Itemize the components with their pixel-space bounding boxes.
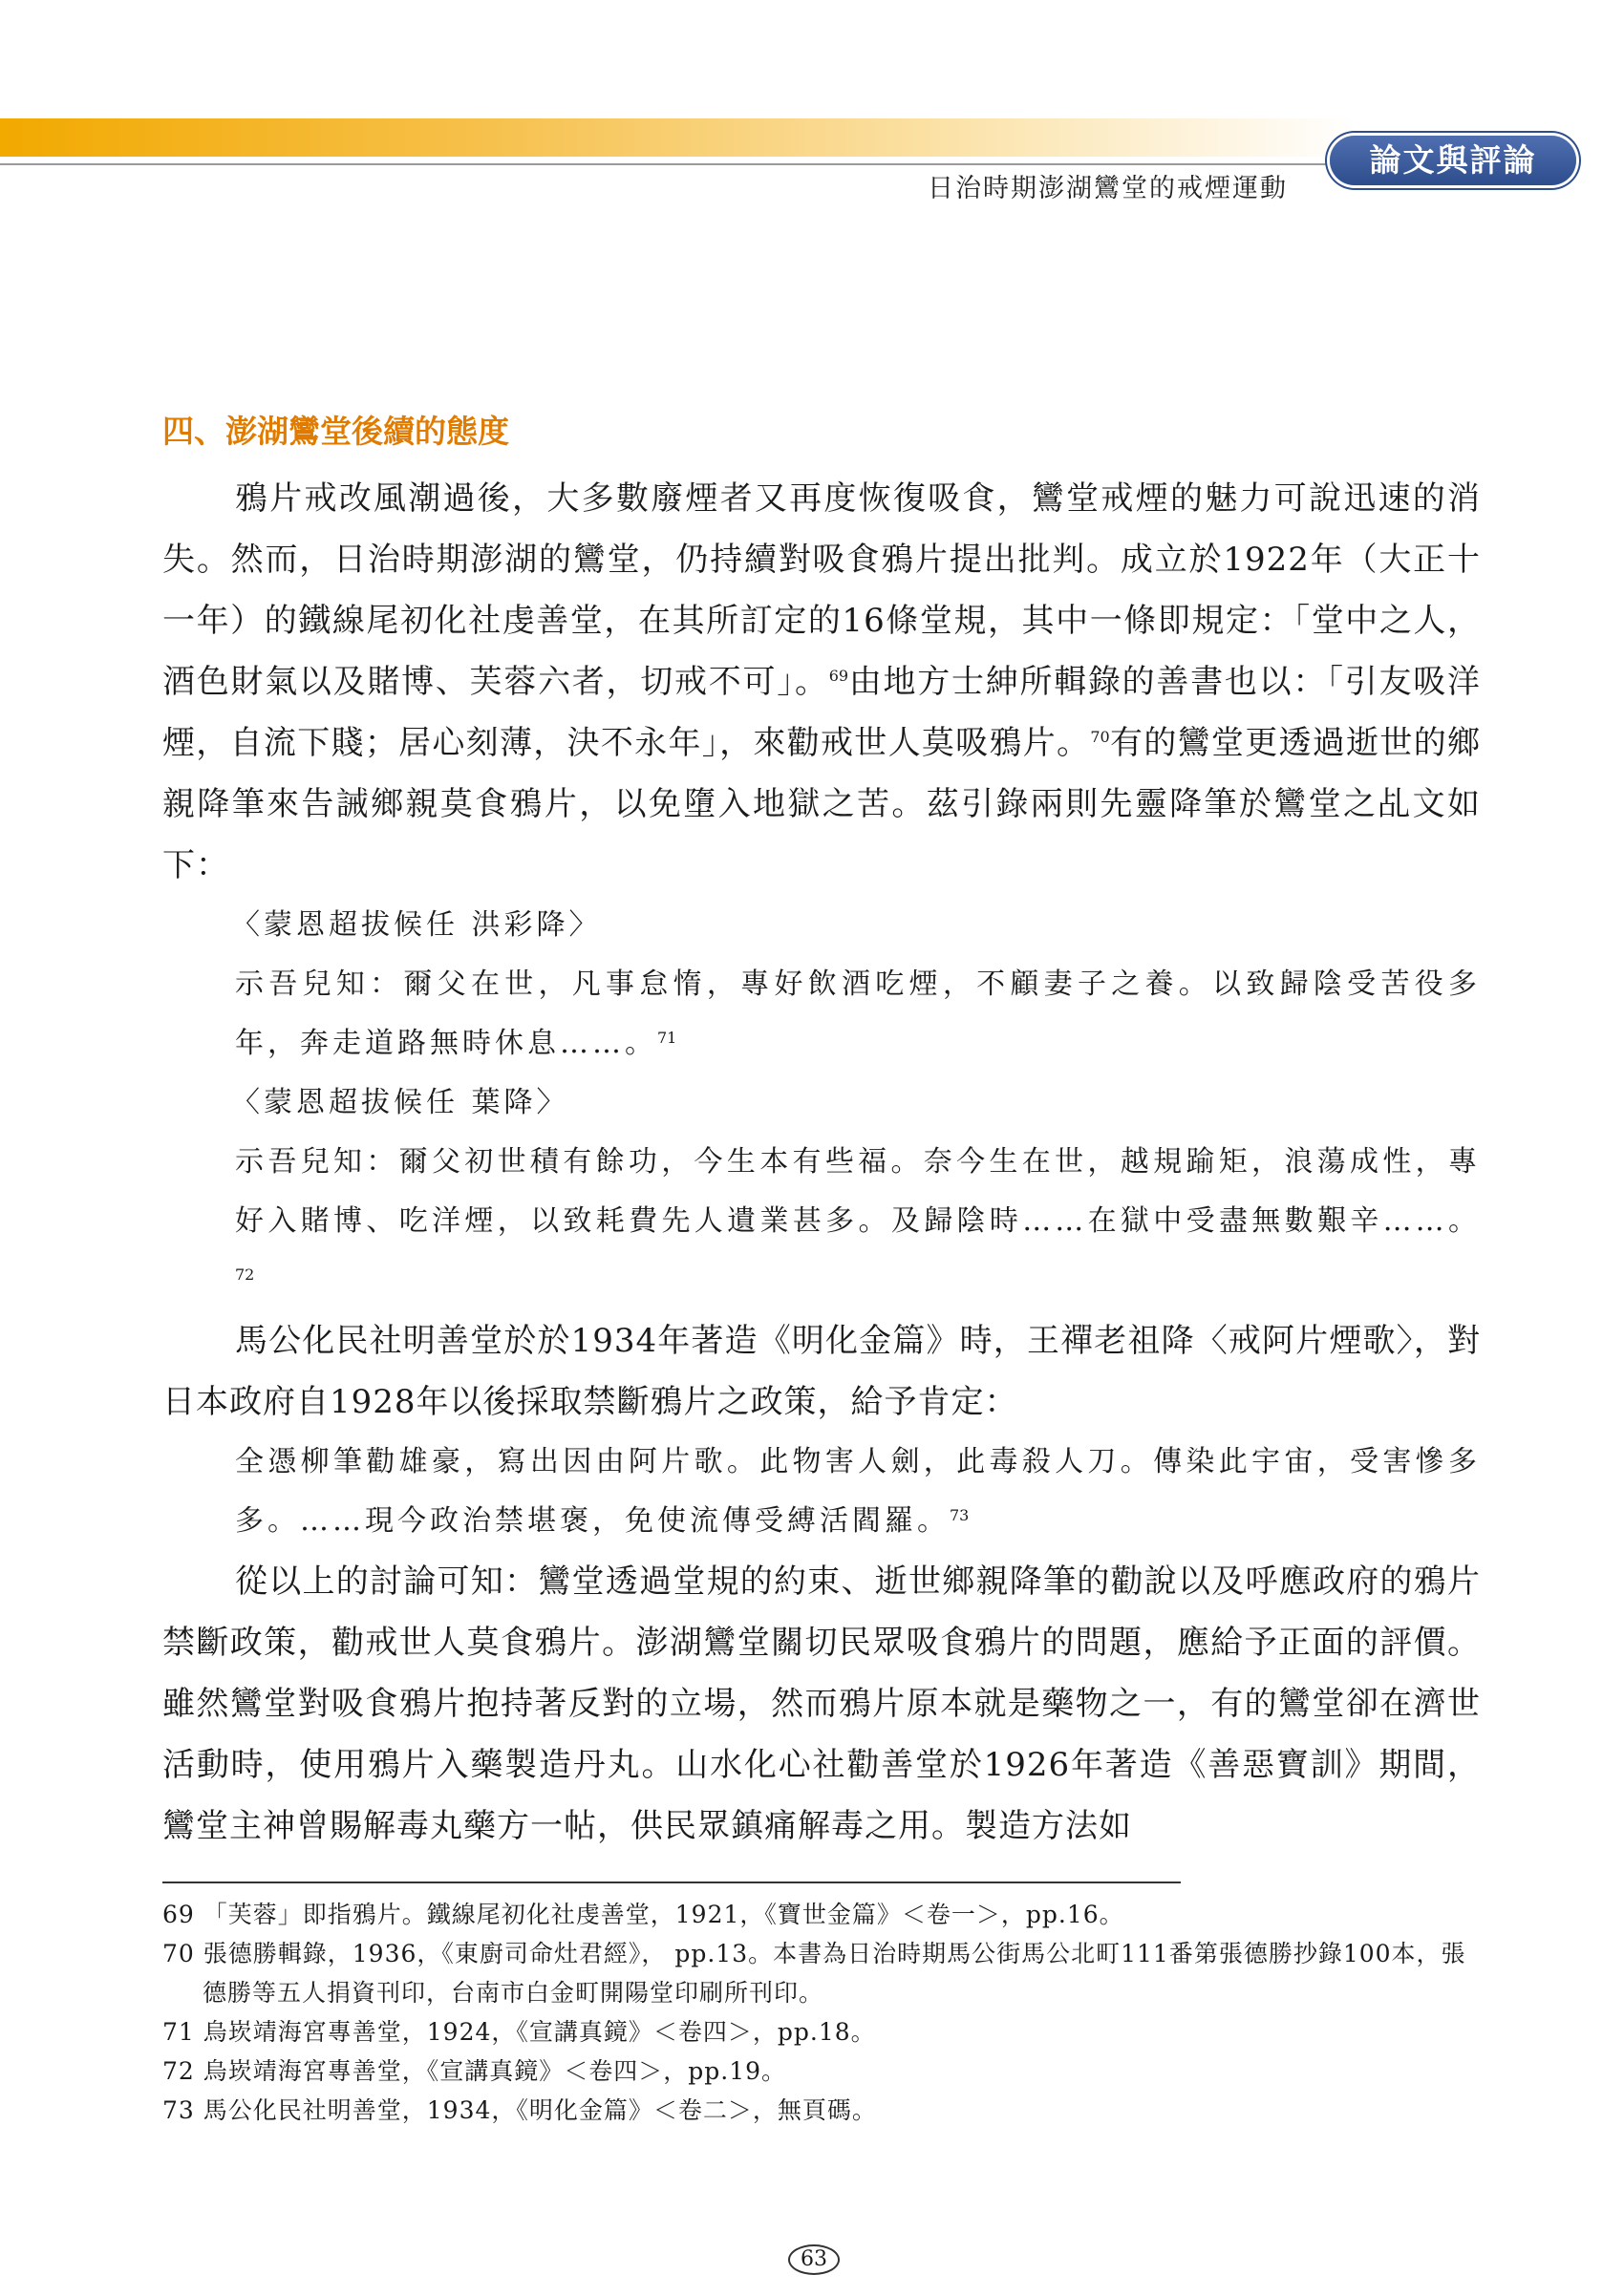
quote-1-body xyxy=(235,955,1481,1074)
footnote-ref-70: 70 xyxy=(1090,728,1110,746)
quote-3-body xyxy=(235,1433,1481,1551)
quote-2-title: 〈蒙恩超拔候任 葉降〉 xyxy=(231,1086,569,1119)
page-header xyxy=(0,0,1624,203)
quote-2-text: 示吾兒知：爾父初世積有餘功，今生本有些福。奈今生在世，越規踰矩，浪蕩成性，專好入賭博、吃洋煙，以致耗費先人遺業甚多。及歸陰時……在獄中受盡無數艱辛……。 xyxy=(235,1145,1481,1238)
section-badge: 論文與評論 xyxy=(1330,136,1576,185)
article-body xyxy=(162,409,1481,1857)
quote-2-body xyxy=(235,1133,1481,1310)
footnote-72: 72 烏崁靖海宮專善堂，《宣講真鏡》＜卷四＞，pp.19。 xyxy=(162,2057,787,2085)
paragraph-1-part-c: 有的鸞堂更透過逝世的鄉親降筆來告誡鄉親莫食鴉片，以免墮入地獄之苦。茲引錄兩則先靈降筆於鸞堂之乩文如下： xyxy=(162,724,1482,884)
footnote-ref-73: 73 xyxy=(950,1506,970,1524)
quote-1-text: 示吾兒知：爾父在世，凡事怠惰，專好飲酒吃煙，不顧妻子之養。以致歸陰受苦役多年，奔走道路無時休息……。 xyxy=(235,967,1481,1060)
footnote-ref-71: 71 xyxy=(657,1029,677,1047)
footnote-73: 73 馬公化民社明善堂，1934，《明化金篇》＜卷二＞，無頁碼。 xyxy=(162,2096,877,2124)
quote-3-text: 全憑柳筆勸雄豪，寫出因由阿片歌。此物害人劍，此毒殺人刀。傳染此宇宙，受害慘多多。……現今政治禁堪褒，免使流傳受縛活閻羅。 xyxy=(235,1445,1481,1538)
footnote-ref-72: 72 xyxy=(235,1265,255,1284)
footnote-71: 71 烏崁靖海宮專善堂，1924，《宣講真鏡》＜卷四＞，pp.18。 xyxy=(162,2018,876,2046)
section-heading: 四、澎湖鸞堂後續的態度 xyxy=(162,413,509,450)
header-rule xyxy=(0,163,1357,165)
footnote-70: 70 張德勝輯錄，1936，《東廚司命灶君經》， pp.13。本書為日治時期馬公街馬公北町111番第張德勝抄錄100本，張德勝等五人捐資刊印，台南市白金町開陽堂印刷所刊印。 xyxy=(162,1940,1466,2007)
paragraph-1-part-b: 由地方士紳所輯錄的善書也以：「引友吸洋煙，自流下賤；居心刻薄，決不永年」，來勸戒世人莫吸鴉片。 xyxy=(162,663,1481,762)
footnote-divider xyxy=(162,1881,1181,1883)
paragraph-3: 從以上的討論可知：鸞堂透過堂規的約束、逝世鄉親降筆的勸說以及呼應政府的鴉片禁斷政策，勸戒世人莫食鴉片。澎湖鸞堂關切民眾吸食鴉片的問題，應給予正面的評價。雖然鸞堂對吸食鴉片抱持著反對的立場，然而鴉片原本就是藥物之一，有的鸞堂卻在濟世活動時，使用鴉片入藥製造丹丸。山水化心社勸善堂於1926年著造《善惡寶訓》期間，鸞堂主神曾賜解毒丸藥方一帖，供民眾鎮痛解毒之用。製造方法如 xyxy=(162,1563,1481,1845)
footnote-69: 69 「芙蓉」即指鴉片。鐵線尾初化社虔善堂，1921，《寶世金篇》＜卷一＞，pp.16。 xyxy=(162,1901,1124,1928)
page-number: 63 xyxy=(788,2244,840,2275)
footnote-ref-69: 69 xyxy=(828,667,849,685)
quote-1-title: 〈蒙恩超拔候任 洪彩降〉 xyxy=(231,908,602,942)
running-title: 日治時期澎湖鸞堂的戒煙運動 xyxy=(928,174,1288,203)
footnotes xyxy=(162,1895,1481,2130)
paragraph-1 xyxy=(162,468,1481,896)
paragraph-1-part-a: 鴉片戒改風潮過後，大多數廢煙者又再度恢復吸食，鸞堂戒煙的魅力可說迅速的消失。然而，日治時期澎湖的鸞堂，仍持續對吸食鴉片提出批判。成立於1922年（大正十一年）的鐵線尾初化社虔善堂，在其所訂定的16條堂規，其中一條即規定：「堂中之人，酒色財氣以及賭博、芙蓉六者，切戒不可」。 xyxy=(162,479,1481,701)
paragraph-2: 馬公化民社明善堂於於1934年著造《明化金篇》時，王禪老祖降〈戒阿片煙歌〉，對日本政府自1928年以後採取禁斷鴉片之政策，給予肯定： xyxy=(162,1322,1481,1421)
header-gold-bar xyxy=(0,118,1357,157)
